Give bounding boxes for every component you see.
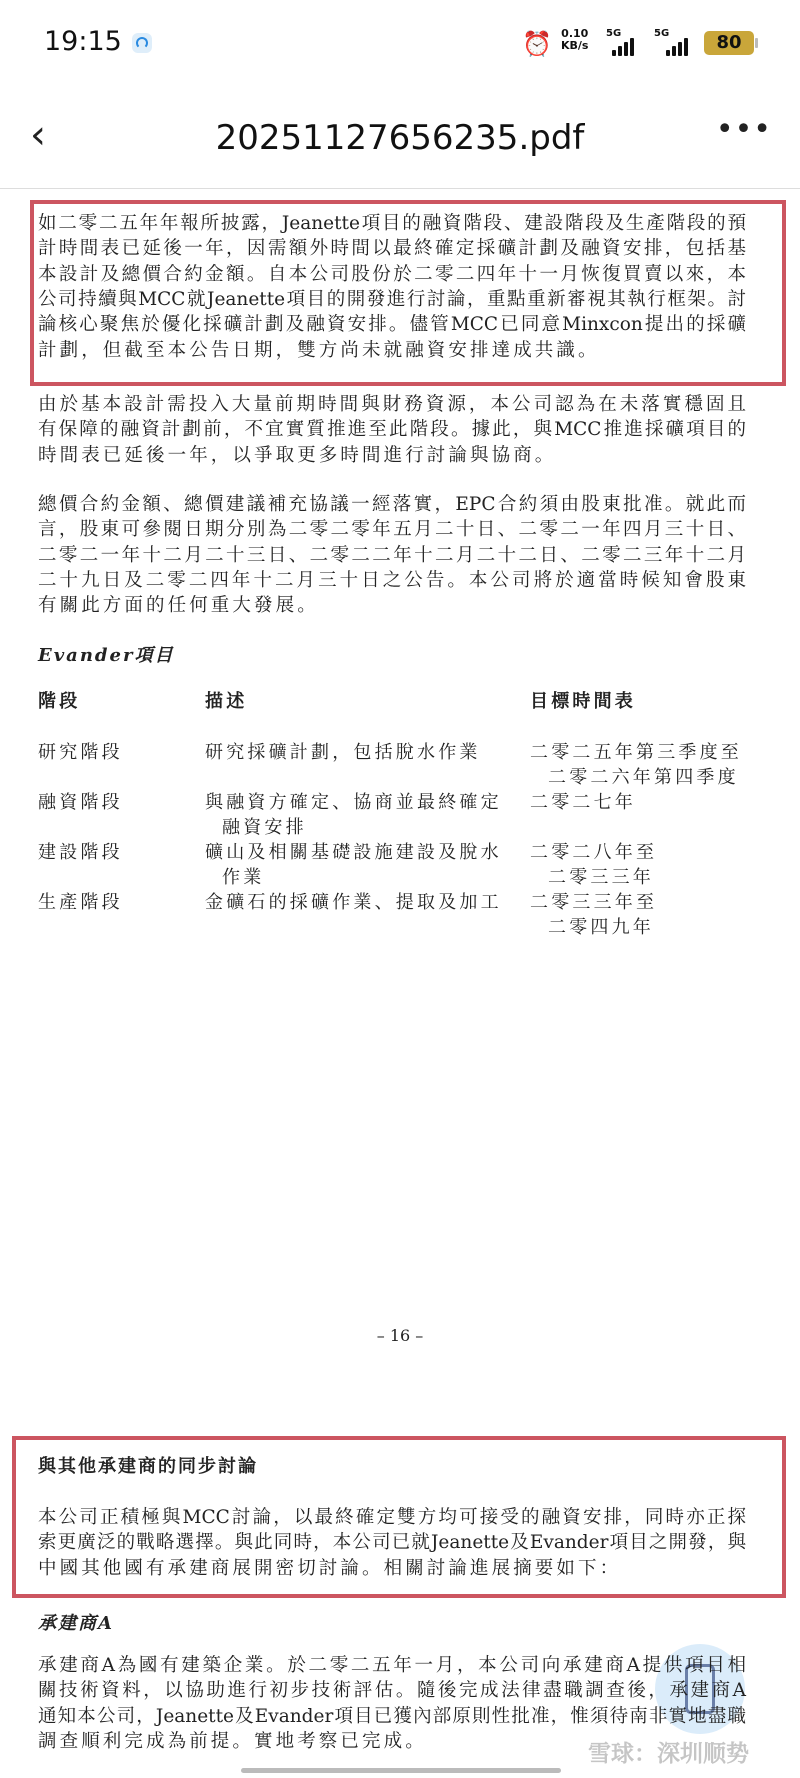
table-cell-timeline: 二零二八年至 bbox=[530, 842, 658, 863]
sim1-label: 5G bbox=[606, 28, 622, 39]
table-cell-timeline: 二零二七年 bbox=[530, 792, 636, 813]
table-cell-desc: 礦山及相關基礎設施建設及脫水 bbox=[205, 842, 502, 863]
table-cell-desc: 與融資方確定、協商並最終確定 bbox=[205, 792, 502, 813]
table-cell-stage: 建設階段 bbox=[38, 842, 123, 863]
page-number: – 16 – bbox=[376, 1326, 424, 1345]
text-line: 時間表已延後一年，以爭取更多時間進行討論與協商。 bbox=[38, 444, 557, 466]
alarm-icon: ⏰ bbox=[522, 30, 552, 58]
back-icon[interactable]: ‹ bbox=[30, 112, 46, 158]
text-line: 通知本公司，Jeanette及Evander項目已獲內部原則性批准，惟須待南非實地盡職 bbox=[38, 1705, 746, 1727]
contractor-a-heading: 承建商A bbox=[38, 1613, 114, 1634]
table-header-stage: 階段 bbox=[38, 691, 81, 712]
text-line: 公司持續與MCC就Jeanette項目的開發進行討論，重點重新審視其執行框架。討 bbox=[38, 288, 746, 310]
table-cell-stage: 融資階段 bbox=[38, 792, 123, 813]
speed-unit: KB/s bbox=[561, 39, 589, 52]
home-indicator[interactable] bbox=[241, 1768, 561, 1773]
text-line: 計時間表已延後一年，因需額外時間以最終確定採礦計劃及融資安排，包括基 bbox=[38, 238, 746, 260]
table-header-desc: 描述 bbox=[205, 691, 248, 712]
speed-value: 0.10 bbox=[561, 27, 589, 40]
text-line: 關技術資料，以協助進行初步技術評估。隨後完成法律盡職調查後，承建商A bbox=[38, 1680, 746, 1702]
text-line: 總價合約金額、總價建議補充協議一經落實，EPC合約須由股東批准。就此而 bbox=[38, 494, 746, 515]
table-header-timeline: 目標時間表 bbox=[530, 691, 636, 712]
section-heading: 與其他承建商的同步討論 bbox=[38, 1456, 258, 1477]
table-cell-desc: 作業 bbox=[222, 867, 265, 888]
text-line: 如二零二五年年報所披露，Jeanette項目的融資階段、建設階段及生產階段的預 bbox=[38, 213, 746, 234]
text-line: 有關此方面的任何重大發展。 bbox=[38, 595, 319, 617]
text-line: 調查順利完成為前提。實地考察已完成。 bbox=[38, 1730, 427, 1752]
text-line: 承建商A為國有建築企業。於二零二五年一月，本公司向承建商A提供項目相 bbox=[38, 1655, 746, 1676]
table-cell-timeline: 二零二六年第四季度 bbox=[548, 767, 739, 788]
text-line: 中國其他國有承建商展開密切討論。相關討論進展摘要如下： bbox=[38, 1557, 622, 1579]
text-line: 由於基本設計需投入大量前期時間與財務資源，本公司認為在未落實穩固且 bbox=[38, 394, 746, 415]
text-line: 本公司正積極與MCC討論，以最終確定雙方均可接受的融資安排，同時亦正探 bbox=[38, 1507, 746, 1528]
text-line: 二十九日及二零二四年十二月三十日之公告。本公司將於適當時候知會股東 bbox=[38, 569, 746, 591]
table-cell-desc: 研究採礦計劃，包括脫水作業 bbox=[205, 742, 481, 763]
evander-heading: Evander項目 bbox=[38, 645, 175, 666]
more-options-icon[interactable]: ••• bbox=[715, 112, 772, 147]
text-line: 計劃，但截至本公告日期，雙方尚未就融資安排達成共識。 bbox=[38, 339, 600, 361]
table-cell-stage: 研究階段 bbox=[38, 742, 123, 763]
signal-icon-2 bbox=[666, 36, 688, 56]
document-title: 20251127656235.pdf bbox=[215, 118, 585, 158]
table-cell-stage: 生產階段 bbox=[38, 892, 123, 913]
pdf-viewer-header bbox=[0, 100, 800, 189]
table-cell-timeline: 二零四九年 bbox=[548, 917, 654, 938]
text-line: 二零二一年十二月二十三日、二零二二年十二月二十二日、二零二三年十二月 bbox=[38, 544, 746, 566]
app-notification-icon bbox=[132, 33, 152, 53]
table-cell-timeline: 二零三三年 bbox=[548, 867, 654, 888]
table-cell-timeline: 二零二五年第三季度至 bbox=[530, 742, 742, 763]
status-time: 19:15 bbox=[44, 26, 122, 57]
table-cell-timeline: 二零三三年至 bbox=[530, 892, 658, 913]
table-cell-desc: 金礦石的採礦作業、提取及加工 bbox=[205, 892, 502, 913]
text-line: 有保障的融資計劃前，不宜實質推進至此階段。據此，與MCC推進採礦項目的 bbox=[38, 419, 746, 441]
text-line: 索更廣泛的戰略選擇。與此同時，本公司已就Jeanette及Evander項目之開發，與 bbox=[38, 1532, 746, 1554]
network-speed bbox=[561, 28, 588, 52]
signal-icon-1 bbox=[612, 36, 634, 56]
text-line: 論核心聚焦於優化採礦計劃及融資安排。儘管MCC已同意Minxcon提出的採礦 bbox=[38, 314, 746, 336]
table-cell-desc: 融資安排 bbox=[222, 817, 307, 838]
status-bar bbox=[0, 0, 800, 80]
sim2-label: 5G bbox=[654, 28, 670, 39]
text-line: 言，股東可參閱日期分別為二零二零年五月二十日、二零二一年四月三十日、 bbox=[38, 519, 746, 541]
watermark: 雪球：深圳顺势 bbox=[588, 1741, 749, 1767]
text-line: 本設計及總價合約金額。自本公司股份於二零二四年十一月恢復買賣以來，本 bbox=[38, 263, 746, 285]
battery-icon: 80 bbox=[704, 31, 754, 55]
